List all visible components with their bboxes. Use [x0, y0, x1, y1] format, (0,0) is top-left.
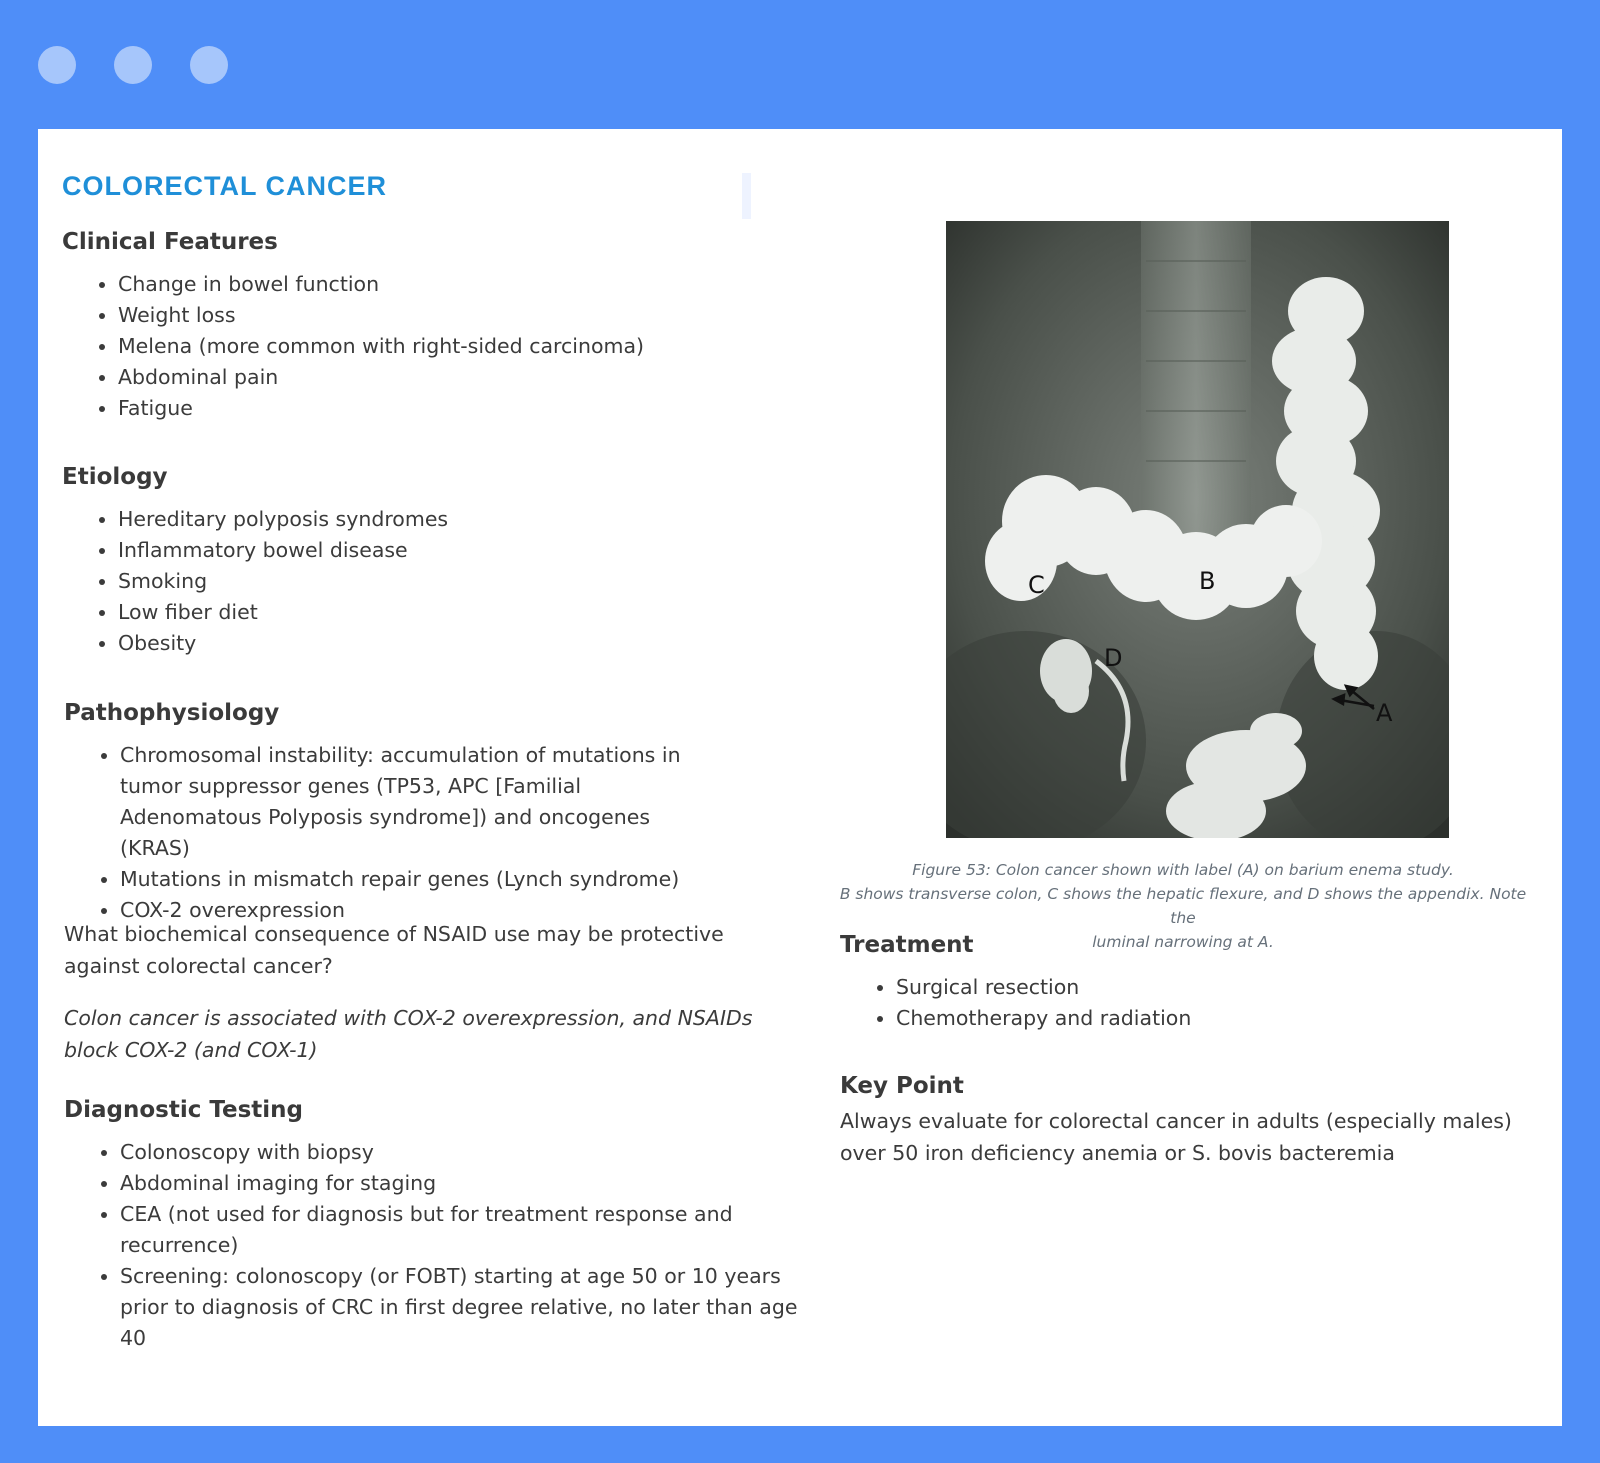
list-item: • Smoking	[118, 566, 782, 597]
diagnostic-testing-section	[64, 1097, 824, 1354]
list-item: • Change in bowel function	[118, 269, 782, 300]
divider	[742, 173, 751, 219]
clinical-features-list	[62, 269, 782, 424]
list-item: • Mutations in mismatch repair genes (Lynch syndrome)	[120, 864, 724, 895]
list-item: • Hereditary polyposis syndromes	[118, 504, 782, 535]
window-dot-icon[interactable]	[38, 46, 76, 84]
content-page	[38, 129, 1562, 1426]
section-heading: Key Point	[840, 1073, 964, 1099]
caption-line: B shows transverse colon, C shows the hepatic flexure, and D shows the appendix. Note the	[839, 885, 1527, 927]
xray-illustration	[946, 221, 1449, 838]
section-heading: Clinical Features	[62, 229, 278, 255]
list-item: • Surgical resection	[896, 972, 1520, 1003]
section-heading: Etiology	[62, 464, 168, 490]
section-heading: Diagnostic Testing	[64, 1097, 303, 1123]
pathophysiology-section	[64, 700, 724, 926]
list-item: • Low fiber diet	[118, 597, 782, 628]
treatment-section	[840, 932, 1520, 1034]
caption-line: luminal narrowing at A.	[1092, 933, 1274, 951]
answer-text: Colon cancer is associated with COX-2 overexpression, and NSAIDs block COX-2 (and COX-1)	[64, 1006, 753, 1062]
list-item: • Colonoscopy with biopsy	[120, 1137, 824, 1168]
label-d: D	[1104, 644, 1123, 672]
list-item: • Chromosomal instability: accumulation of mutations in tumor suppressor genes (TP53, APC [Familial Adenomatous Polyposis syndrome]) and oncogenes (KRAS)	[120, 740, 724, 864]
label-b: B	[1199, 567, 1216, 595]
list-item: • Abdominal pain	[118, 362, 782, 393]
etiology-list	[62, 504, 782, 659]
clinical-features-section	[62, 229, 782, 424]
list-item: • COX-2 overexpression	[120, 895, 724, 926]
section-heading: Treatment	[840, 932, 974, 958]
list-item: • Screening: colonoscopy (or FOBT) starting at age 50 or 10 years prior to diagnosis of CRC in first degree relative, no later than age 40	[120, 1261, 824, 1354]
list-item: • Chemotherapy and radiation	[896, 1003, 1520, 1034]
list-item: • Weight loss	[118, 300, 782, 331]
list-item: • Inflammatory bowel disease	[118, 535, 782, 566]
list-item: • Abdominal imaging for staging	[120, 1168, 824, 1199]
list-item: • Melena (more common with right-sided carcinoma)	[118, 331, 782, 362]
window-dot-icon[interactable]	[190, 46, 228, 84]
etiology-section	[62, 464, 782, 659]
label-a: A	[1376, 699, 1393, 727]
list-item: • Obesity	[118, 628, 782, 659]
key-point-section	[840, 1073, 1540, 1169]
window-dot-icon[interactable]	[114, 46, 152, 84]
key-point-text: Always evaluate for colorectal cancer in adults (especially males) over 50 iron deficiency anemia or S. bovis bacteremia	[840, 1109, 1512, 1165]
barium-enema-image	[946, 221, 1449, 838]
question-text: What biochemical consequence of NSAID use may be protective against colorectal cancer?	[64, 922, 724, 978]
diagnostic-testing-list	[64, 1137, 824, 1354]
caption-line: Figure 53: Colon cancer shown with label (A) on barium enema study.	[912, 861, 1454, 879]
pathophysiology-list	[64, 740, 724, 926]
question-section	[64, 918, 794, 1066]
list-item: • CEA (not used for diagnosis but for treatment response and recurrence)	[120, 1199, 824, 1261]
treatment-list	[840, 972, 1520, 1034]
label-c: C	[1028, 571, 1045, 599]
page-title: COLORECTAL CANCER	[62, 171, 387, 201]
list-item: • Fatigue	[118, 393, 782, 424]
section-heading: Pathophysiology	[64, 700, 280, 726]
